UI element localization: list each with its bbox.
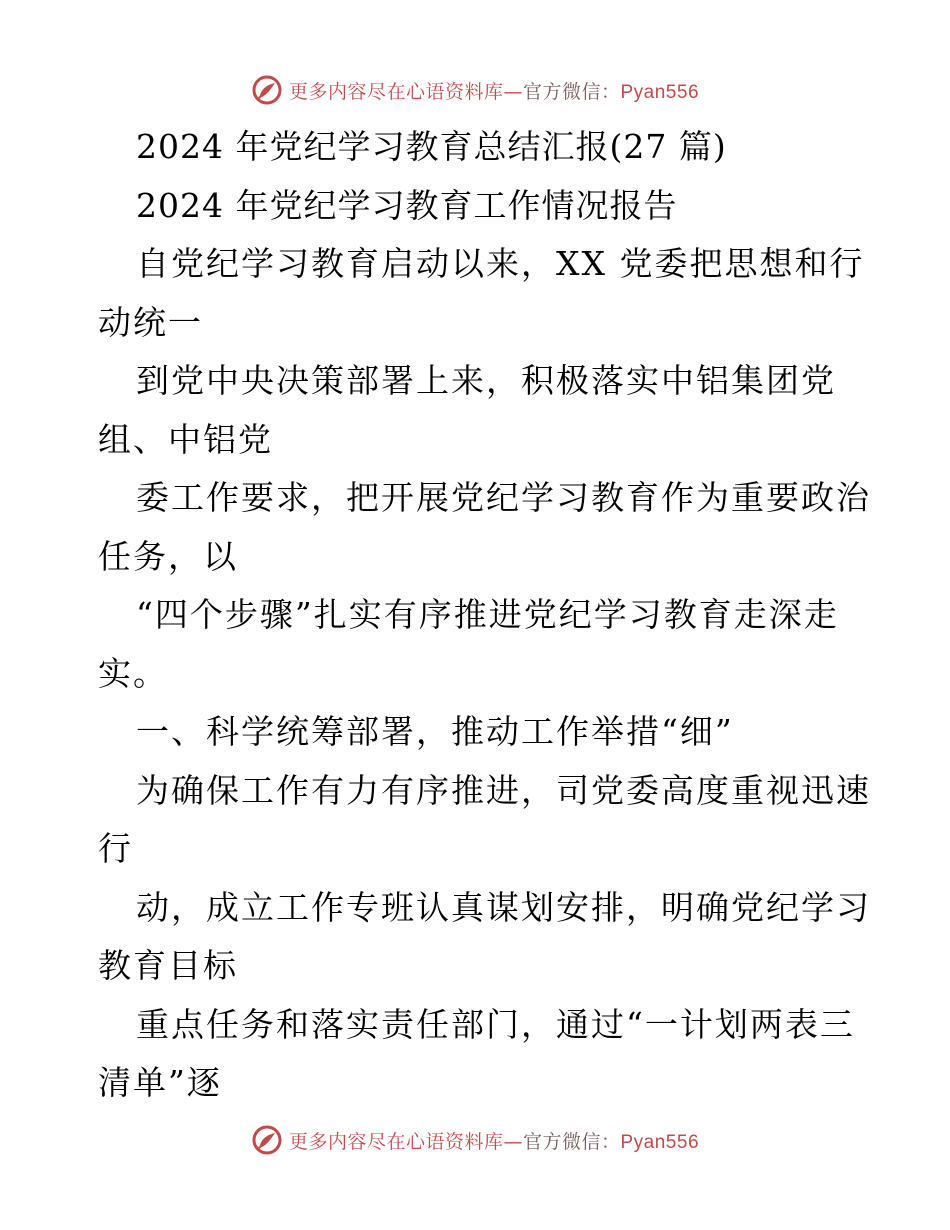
watermark-separator: — — [503, 80, 523, 103]
paragraph-line: 行 — [98, 829, 133, 868]
watermark-banner-top — [0, 70, 950, 110]
watermark-handle: Pyan556 — [620, 81, 700, 103]
paragraph-line: 教育目标 — [98, 946, 238, 985]
paragraph-line: 实。 — [98, 653, 168, 693]
paragraph-line: 重点任务和落实责任部门，通过“一计划两表三 — [136, 1004, 855, 1044]
paragraph-line: 组、中铝党 — [98, 419, 273, 459]
paragraph-line: 委工作要求，把开展党纪学习教育作为重要政治 — [136, 478, 871, 517]
paragraph-line: 到党中央决策部署上来，积极落实中铝集团党 — [136, 361, 836, 400]
watermark-banner-bottom — [0, 1120, 950, 1160]
paragraph-line: 动统一 — [98, 302, 203, 342]
document-body — [98, 118, 871, 1113]
document-subtitle: 2024 年党纪学习教育工作情况报告 — [136, 185, 678, 225]
logo-icon — [251, 74, 283, 106]
watermark-text — [289, 77, 699, 104]
section-heading: 一、科学统筹部署，推动工作举措“细” — [136, 712, 734, 751]
paragraph-line: “四个步骤”扎实有序推进党纪学习教育走深走 — [136, 595, 839, 634]
paragraph-line: 清单”逐 — [98, 1063, 222, 1102]
paragraph-line: 自党纪学习教育启动以来，XX 党委把思想和行 — [136, 244, 865, 283]
paragraph-line: 任务，以 — [98, 536, 238, 576]
watermark-text — [289, 1127, 699, 1154]
watermark-separator: — — [503, 1130, 523, 1153]
watermark-suffix: 官方微信： — [522, 80, 621, 103]
logo-icon — [251, 1124, 283, 1156]
paragraph-line: 为确保工作有力有序推进，司党委高度重视迅速 — [136, 770, 871, 810]
document-title: 2024 年党纪学习教育总结汇报(27 篇) — [136, 127, 727, 166]
watermark-prefix: 更多内容尽在心语资料库 — [288, 1130, 504, 1153]
paragraph-line: 动，成立工作专班认真谋划安排，明确党纪学习 — [136, 887, 871, 927]
watermark-suffix: 官方微信： — [522, 1130, 621, 1153]
watermark-handle: Pyan556 — [620, 1131, 700, 1153]
watermark-prefix: 更多内容尽在心语资料库 — [288, 80, 504, 103]
